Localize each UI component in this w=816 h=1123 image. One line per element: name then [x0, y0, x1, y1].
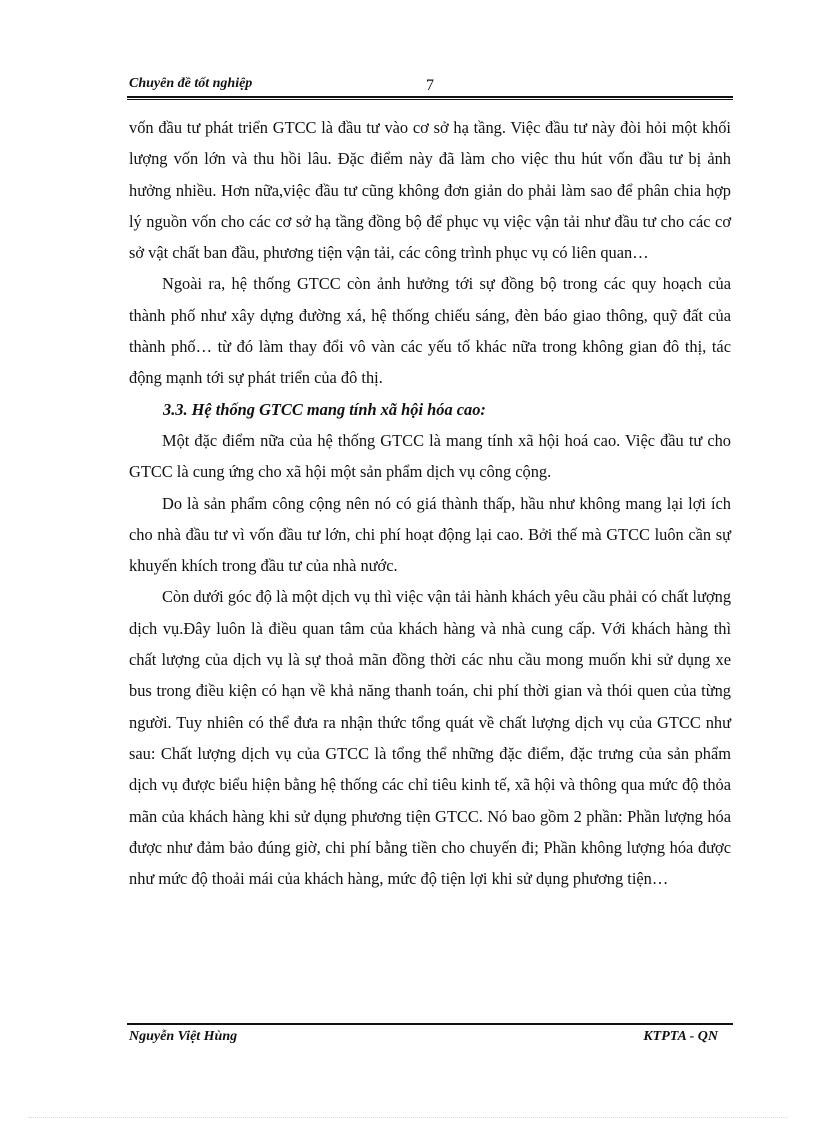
page-number: 7: [426, 77, 434, 94]
paragraph: Còn dưới góc độ là một dịch vụ thì việc vận tải hành khách yêu cầu phải có chất lượng dịch vụ.Đây luôn là điều quan tâm của khách hàng và nhà cung cấp. Với khách hàng thì chất lượng của dịch vụ là sự thoả mãn đồng thời các nhu cầu mong muốn khi sử dụng xe bus trong điều kiện có hạn về khả năng thanh toán, chi phí thời gian và thói quen của từng người. Tuy nhiên có thể đưa ra nhận thức tổng quát về chất lượng dịch vụ của GTCC như sau: Chất lượng dịch vụ của GTCC là tổng thể những đặc điểm, đặc trưng của sản phẩm dịch vụ được biểu hiện bằng hệ thống các chỉ tiêu kinh tế, xã hội và thông qua mức độ thỏa mãn của khách hàng khi sử dụng phương tiện GTCC. Nó bao gồm 2 phần: Phần lượng hóa được như đảm bảo đúng giờ, chi phí bằng tiền cho chuyến đi; Phần không lượng hóa được như mức độ thoải mái của khách hàng, mức độ tiện lợi khi sử dụng phương tiện…: [129, 587, 732, 889]
main-text: [129, 112, 731, 894]
header-title: Chuyên đề tốt nghiệp: [129, 76, 253, 91]
paragraph: Ngoài ra, hệ thống GTCC còn ảnh hưởng tới sự đồng bộ trong các quy hoạch của thành phố như xây dựng đường xá, hệ thống chiếu sáng, đèn báo giao thông, quỹ đất của thành phố… từ đó làm thay đổi vô vàn các yếu tố khác nữa trong không gian đô thị, tác động mạnh tới sự phát triển của đô thị.: [129, 274, 731, 388]
section-heading: 3.3. Hệ thống GTCC mang tính xã hội hóa cao:: [163, 399, 486, 419]
paragraph: vốn đầu tư phát triển GTCC là đầu tư vào cơ sở hạ tầng. Việc đầu tư này đòi hỏi một khối lượng vốn lớn và thu hồi lâu. Đặc điểm này đã làm cho việc thu hút vốn đầu tư bị ảnh hưởng nhiều. Hơn nữa,việc đầu tư cũng không đơn giản do phải làm sao để phân chia hợp lý nguồn vốn cho các cơ sở hạ tầng đồng bộ để phục vụ việc vận tải như đầu tư cho các cơ sở vật chất ban đầu, phương tiện vận tải, các công trình phục vụ có liên quan…: [129, 118, 731, 263]
page-border: [28, 1117, 788, 1118]
paragraph: Do là sản phẩm công cộng nên nó có giá thành thấp, hầu như không mang lại lợi ích cho nhà đầu tư vì vốn đầu tư lớn, chi phí hoạt động lại cao. Bởi thế mà GTCC luôn cần sự khuyến khích trong đầu tư của nhà nước.: [129, 493, 731, 576]
header-rule-thin: [127, 99, 733, 100]
paragraph: Một đặc điểm nữa của hệ thống GTCC là mang tính xã hội hoá cao. Việc đầu tư cho GTCC là cung ứng cho xã hội một sản phẩm dịch vụ công cộng.: [129, 430, 731, 482]
footer-rule: [127, 1023, 733, 1025]
header-rule: [127, 96, 733, 98]
footer-code: KTPTA - QN: [643, 1029, 718, 1044]
footer-author: Nguyễn Việt Hùng: [129, 1029, 238, 1044]
